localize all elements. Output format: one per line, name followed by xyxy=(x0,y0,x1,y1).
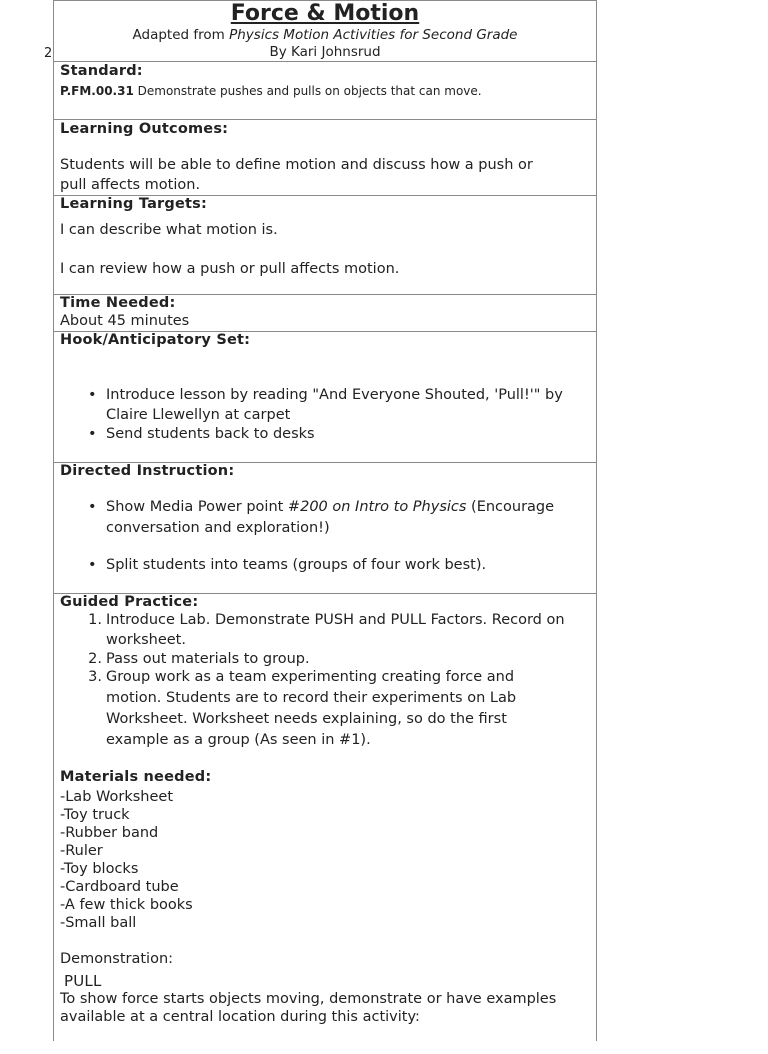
directed-item-1-suffix: (Encourage xyxy=(466,499,555,515)
standard-text xyxy=(60,82,482,100)
page-number: 2 xyxy=(44,46,53,61)
adapted-source: Physics Motion Activities for Second Grade xyxy=(229,27,518,43)
step-3-line-1: Group work as a team experimenting creating force and xyxy=(106,669,515,685)
standard-description: Demonstrate pushes and pulls on objects that can move. xyxy=(133,84,482,98)
time-needed-heading: Time Needed: xyxy=(60,295,176,311)
learning-target-2: I can review how a push or pull affects motion. xyxy=(60,261,400,277)
standard-code: P.FM.00.31 xyxy=(60,84,134,98)
standard-heading: Standard: xyxy=(60,63,143,79)
directed-instruction-section xyxy=(54,463,596,594)
material-item: -Toy blocks xyxy=(60,861,139,877)
step-3-line-3: Worksheet. Worksheet needs explaining, so do the first xyxy=(106,711,507,727)
material-item: -Ruler xyxy=(60,843,103,859)
learning-target-1: I can describe what motion is. xyxy=(60,222,278,238)
author-line: By Kari Johnsrud xyxy=(269,44,381,60)
learning-targets-section xyxy=(54,196,596,295)
guided-practice-section xyxy=(54,594,596,1054)
step-2-number: 2. xyxy=(88,651,102,667)
step-1-number: 1. xyxy=(88,612,102,628)
material-item: -Rubber band xyxy=(60,825,159,841)
step-3-line-4: example as a group (As seen in #1). xyxy=(106,732,371,748)
directed-item-1-italic: 200 on Intro to Physics xyxy=(300,499,467,515)
material-item: -A few thick books xyxy=(60,897,193,913)
step-1-line-2: worksheet. xyxy=(106,632,186,648)
time-needed-value: About 45 minutes xyxy=(60,313,190,329)
step-2-line-1: Pass out materials to group. xyxy=(106,651,310,667)
hook-section xyxy=(54,332,596,463)
step-1-line-1: Introduce Lab. Demonstrate PUSH and PULL Factors. Record on xyxy=(106,612,565,628)
material-item: -Small ball xyxy=(60,915,137,931)
closing-line-1: To show force starts objects moving, demonstrate or have examples xyxy=(60,991,557,1007)
learning-outcomes-section xyxy=(54,120,596,196)
hook-heading: Hook/Anticipatory Set: xyxy=(60,332,251,348)
material-item: -Lab Worksheet xyxy=(60,789,173,805)
step-3-number: 3. xyxy=(88,669,102,685)
step-3-line-2: motion. Students are to record their experiments on Lab xyxy=(106,690,517,706)
learning-outcomes-line-2: pull affects motion. xyxy=(60,177,201,193)
material-item: -Toy truck xyxy=(60,807,130,823)
adapted-prefix: Adapted from xyxy=(132,27,230,43)
materials-heading: Materials needed: xyxy=(60,769,212,785)
hook-item-1-line-1: • Introduce lesson by reading "And Everyone Shouted, 'Pull!'" by xyxy=(106,385,563,405)
learning-targets-heading: Learning Targets: xyxy=(60,196,207,212)
directed-instruction-heading: Directed Instruction: xyxy=(60,463,235,479)
time-needed-section xyxy=(54,295,596,332)
learning-outcomes-line-1: Students will be able to define motion and discuss how a push or xyxy=(60,157,533,173)
guided-practice-heading: Guided Practice: xyxy=(60,594,199,610)
header-section xyxy=(54,1,596,62)
demonstration-label: Demonstration: xyxy=(60,951,174,967)
directed-item-1-line-1 xyxy=(106,497,554,517)
material-item: -Cardboard tube xyxy=(60,879,179,895)
closing-line-2: available at a central location during this activity: xyxy=(60,1009,420,1025)
adapted-from-line xyxy=(54,27,596,44)
hook-item-2: • Send students back to desks xyxy=(106,424,315,444)
page-title: Force & Motion xyxy=(230,1,420,26)
directed-item-2: • Split students into teams (groups of four work best). xyxy=(106,555,486,575)
hook-item-1-line-2: Claire Llewellyn at carpet xyxy=(106,407,291,423)
standard-section xyxy=(54,62,596,120)
lesson-plan-table xyxy=(53,0,597,1041)
directed-item-1-prefix: Show Media Power point # xyxy=(106,499,301,515)
learning-outcomes-heading: Learning Outcomes: xyxy=(60,121,229,137)
pull-label: PULL xyxy=(64,972,102,990)
directed-item-1-line-2: conversation and exploration!) xyxy=(106,520,330,536)
